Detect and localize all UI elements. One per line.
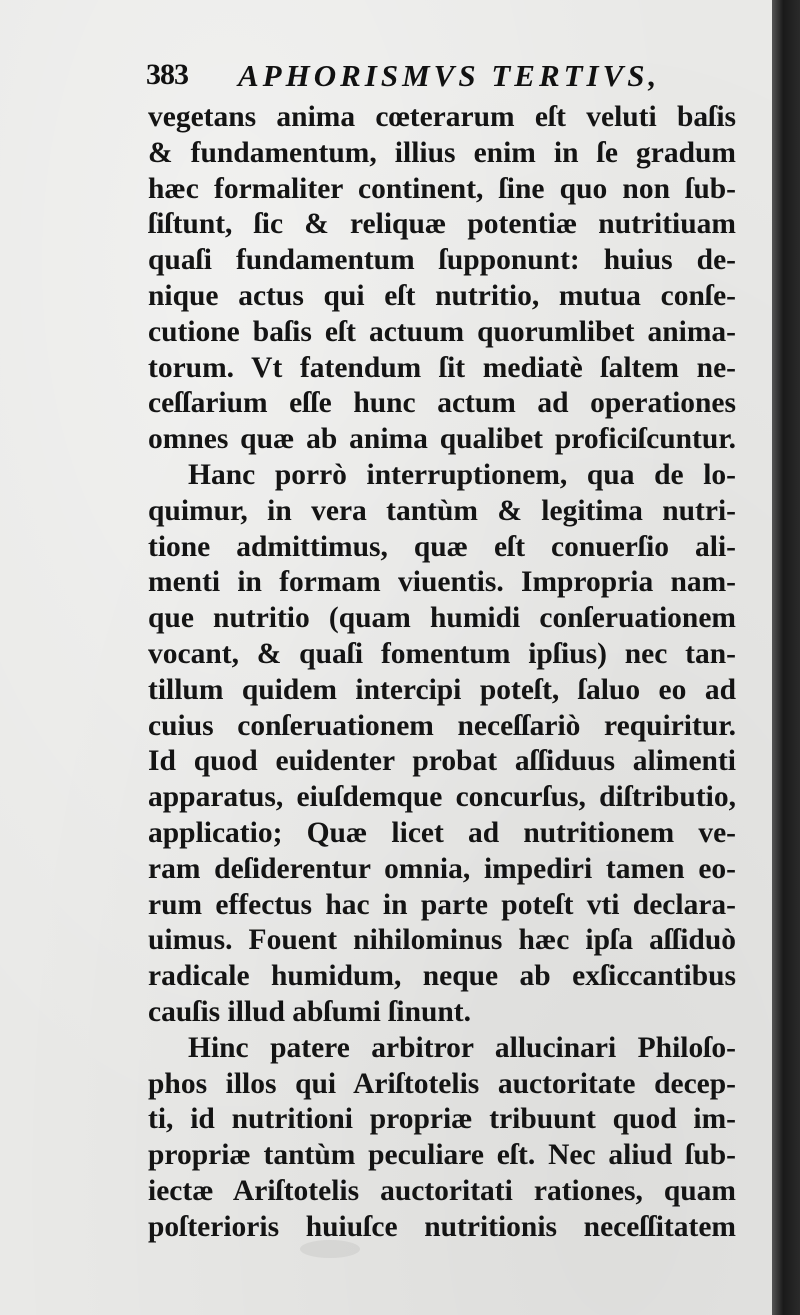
text-line: radicale humidum, neque ab exſiccantibus [148,960,736,993]
ink-smudge [300,1240,360,1258]
body-text [148,100,736,1246]
text-line: cuius conſeruationem neceſſariò requiritur. [148,709,736,742]
text-line: menti in formam viuentis. Impropria nam- [148,566,736,599]
text-line: Hinc patere arbitror allucinari Philoſo- [188,1031,736,1064]
text-line: & fundamentum, illius enim in ſe gradum [148,136,736,169]
text-line: cutione baſis eſt actuum quorumlibet anima- [148,315,736,348]
text-line: omnes quæ ab anima qualibet proficiſcuntur. [148,423,736,456]
text-line: poſterioris huiuſce nutritionis neceſſitatem [148,1210,736,1243]
text-line: que nutritio (quam humidi conſeruationem [148,602,736,635]
text-line: vegetans anima cœterarum eſt veluti baſis [148,101,736,133]
page-number: 383 [146,58,188,91]
text-line: cauſis illud abſumi ſinunt. [148,995,471,1028]
text-line: applicatio; Quæ licet ad nutritionem ve- [148,816,736,849]
running-head: APHORISMVS TERTIVS, [238,58,661,93]
text-line: quaſi fundamentum ſupponunt: huius de- [148,244,736,277]
text-line: vocant, & quaſi fomentum ipſius) nec tan- [148,637,736,670]
text-line: quimur, in vera tantùm & legitima nutri- [148,494,736,527]
text-line: torum. Vt fatendum ſit mediatè ſaltem ne- [148,351,736,384]
text-line: uimus. Fouent nihilominus hæc ipſa aſſiduò [148,924,736,957]
text-line: ſiſtunt, ſic & reliquæ potentiæ nutritiuam [148,208,736,241]
text-line: apparatus, eiuſdemque concurſus, diſtributio, [148,781,736,814]
text-line: iectæ Ariſtotelis auctoritati rationes, quam [148,1174,736,1207]
text-line: ram deſiderentur omnia, impediri tamen eo- [148,852,736,885]
text-line: hæc formaliter continent, ſine quo non ſub- [148,172,736,205]
text-line: tione admittimus, quæ eſt conuerſio ali- [148,530,736,563]
text-line: rum effectus hac in parte poteſt vti declara- [148,888,736,921]
text-line: tillum quidem intercipi poteſt, ſaluo eo ad [148,673,736,706]
text-line: nique actus qui eſt nutritio, mutua conſe- [148,279,736,312]
page-edge-shadow [772,0,800,1315]
text-line: ti, id nutritioni propriæ tribuunt quod im- [148,1103,736,1136]
text-line: propriæ tantùm peculiare eſt. Nec aliud ſub- [148,1139,736,1172]
text-line: phos illos qui Ariſtotelis auctoritate decep- [148,1067,736,1100]
text-line: Id quod euidenter probat aſſiduus alimenti [148,745,736,778]
text-line: ceſſarium eſſe hunc actum ad operationes [148,387,736,420]
page-header [146,58,706,98]
text-line: Hanc porrò interruptionem, qua de lo- [188,458,736,491]
